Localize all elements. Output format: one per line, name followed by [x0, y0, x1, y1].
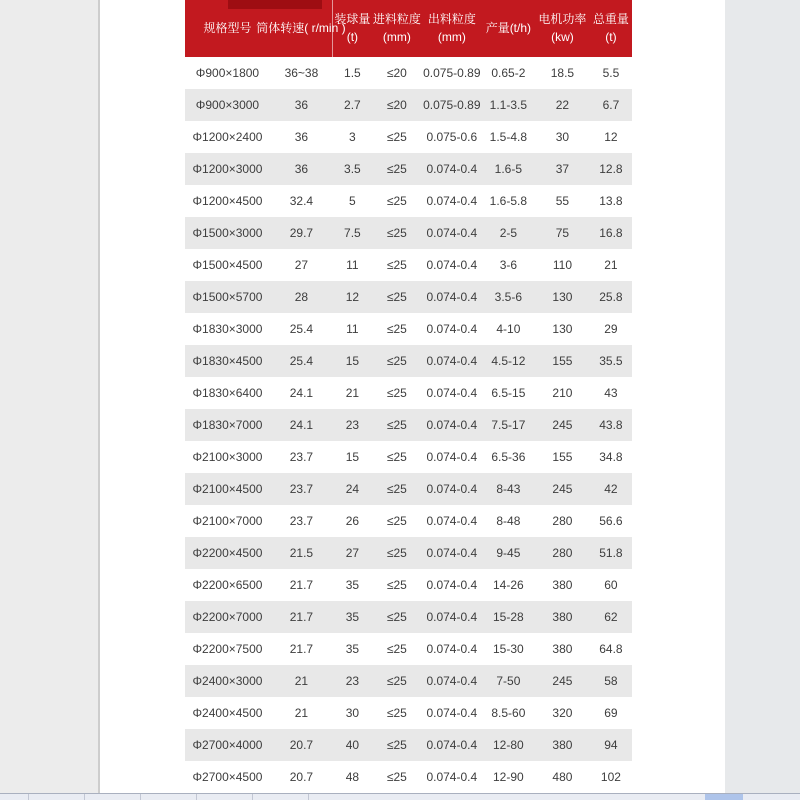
table-cell: 5 — [349, 194, 356, 208]
table-cell: 13.8 — [599, 194, 623, 208]
header-title: 装球量 — [334, 12, 371, 26]
table-cell: Φ2400×4500 — [192, 706, 263, 720]
table-cell: ≤25 — [386, 770, 407, 784]
table-cell: 8.5-60 — [491, 706, 526, 720]
table-cell: 51.8 — [599, 546, 623, 560]
table-cell: 29.7 — [289, 226, 314, 240]
header-cell — [590, 0, 632, 57]
scrollbar-separator — [308, 794, 309, 800]
table-cell: 0.074-0.4 — [426, 418, 478, 432]
table-cell: 1.5 — [344, 66, 361, 80]
table-cell: 15-30 — [493, 642, 524, 656]
table-cell: 36 — [294, 130, 309, 144]
table-row — [185, 153, 632, 185]
table-cell: 11 — [346, 322, 359, 336]
table-cell: 12-90 — [493, 770, 524, 784]
table-cell: 15 — [345, 450, 360, 464]
table-cell: 34.8 — [599, 450, 623, 464]
table-cell: 0.074-0.4 — [426, 642, 478, 656]
table-cell: 0.074-0.4 — [426, 706, 478, 720]
table-row — [185, 249, 632, 281]
table-cell: Φ2200×7500 — [192, 642, 263, 656]
table-cell: 26 — [345, 514, 360, 528]
table-cell: ≤25 — [386, 738, 407, 752]
table-row — [185, 281, 632, 313]
table-cell: 62 — [604, 610, 618, 624]
table-row — [185, 89, 632, 121]
table-row — [185, 217, 632, 249]
table-cell: 40 — [345, 738, 360, 752]
scrollbar-thumb[interactable] — [705, 794, 743, 800]
table-cell: 380 — [552, 610, 573, 624]
table-cell: 28 — [294, 290, 309, 304]
table-cell: 380 — [552, 642, 573, 656]
table-cell: ≤25 — [386, 130, 407, 144]
table-cell: 155 — [552, 354, 573, 368]
table-cell: 4-10 — [496, 322, 521, 336]
table-cell: ≤25 — [386, 322, 407, 336]
table-cell: 5.5 — [602, 66, 620, 80]
table-cell: 23 — [345, 674, 360, 688]
table-row — [185, 537, 632, 569]
header-cell — [535, 0, 590, 57]
table-cell: 21.7 — [289, 610, 314, 624]
table-cell: 36 — [294, 162, 309, 176]
table-cell: 12.8 — [599, 162, 623, 176]
table-cell: 1.6-5.8 — [489, 194, 528, 208]
table-cell: 0.074-0.4 — [426, 322, 478, 336]
header-tab-remnant — [228, 0, 322, 9]
table-cell: ≤25 — [386, 386, 407, 400]
table-cell: 6.5-15 — [491, 386, 526, 400]
table-cell: 35 — [345, 578, 360, 592]
table-cell: 18.5 — [550, 66, 575, 80]
table-cell: 30 — [345, 706, 360, 720]
table-cell: 0.074-0.4 — [426, 450, 478, 464]
table-cell: 23 — [345, 418, 360, 432]
header-title: 总重量 — [592, 12, 629, 26]
table-cell: 12 — [345, 290, 360, 304]
table-cell: 102 — [600, 770, 621, 784]
table-cell: 20.7 — [289, 738, 314, 752]
header-unit: (t) — [346, 30, 359, 44]
table-cell: 1.5-4.8 — [489, 130, 528, 144]
table-row — [185, 473, 632, 505]
table-cell: 35.5 — [599, 354, 623, 368]
table-cell: 30 — [555, 130, 570, 144]
table-cell: ≤25 — [386, 610, 407, 624]
header-cell — [372, 0, 422, 57]
header-title: 出料粒度 — [427, 12, 476, 26]
table-cell: 15 — [345, 354, 360, 368]
table-cell: 11 — [346, 258, 359, 272]
header-title: 规格型号 — [203, 21, 252, 35]
table-cell: 21.7 — [289, 578, 314, 592]
table-cell: ≤20 — [386, 66, 407, 80]
table-cell: 56.6 — [599, 514, 623, 528]
document-page — [100, 0, 725, 793]
table-cell: 21.5 — [289, 546, 314, 560]
table-cell: 0.074-0.4 — [426, 162, 478, 176]
table-cell: 48 — [345, 770, 360, 784]
table-cell: 0.074-0.4 — [426, 290, 478, 304]
table-cell: 0.074-0.4 — [426, 258, 478, 272]
table-cell: 0.074-0.4 — [426, 674, 478, 688]
table-cell: 1.1-3.5 — [489, 98, 528, 112]
table-cell: 16.8 — [599, 226, 623, 240]
table-cell: Φ2700×4000 — [192, 738, 263, 752]
table-cell: ≤25 — [386, 290, 407, 304]
table-cell: 43.8 — [599, 418, 623, 432]
table-cell: 15-28 — [493, 610, 524, 624]
table-row — [185, 697, 632, 729]
table-cell: 21 — [294, 674, 309, 688]
table-cell: 3.5-6 — [494, 290, 523, 304]
table-cell: 0.075-0.89 — [423, 66, 481, 80]
table-cell: 21.7 — [289, 642, 314, 656]
table-row — [185, 761, 632, 793]
header-unit: (mm) — [382, 30, 411, 44]
table-cell: 8-43 — [496, 482, 521, 496]
table-cell: ≤25 — [386, 706, 407, 720]
table-cell: 155 — [552, 450, 573, 464]
header-cell — [422, 0, 482, 57]
table-cell: 245 — [552, 482, 573, 496]
table-row — [185, 569, 632, 601]
table-cell: 0.074-0.4 — [426, 514, 478, 528]
table-cell: 24.1 — [289, 386, 314, 400]
table-cell: 2-5 — [499, 226, 518, 240]
horizontal-scrollbar[interactable] — [0, 793, 800, 800]
table-cell: 380 — [552, 578, 573, 592]
table-cell: ≤25 — [386, 162, 407, 176]
table-cell: 25.4 — [289, 322, 314, 336]
table-cell: 21 — [604, 258, 618, 272]
table-cell: 245 — [552, 418, 573, 432]
table-cell: 23.7 — [289, 450, 314, 464]
table-cell: 6.5-36 — [491, 450, 526, 464]
table-cell: 380 — [552, 738, 573, 752]
table-cell: 0.074-0.4 — [426, 482, 478, 496]
table-cell: 130 — [552, 290, 573, 304]
table-cell: 27 — [345, 546, 360, 560]
table-cell: 0.075-0.6 — [426, 130, 478, 144]
table-cell: 0.65-2 — [491, 66, 526, 80]
table-row — [185, 377, 632, 409]
table-cell: 245 — [552, 674, 573, 688]
table-cell: 58 — [604, 674, 618, 688]
table-cell: 7.5 — [344, 226, 361, 240]
scrollbar-separator — [84, 794, 85, 800]
scrollbar-separator — [140, 794, 141, 800]
table-row — [185, 505, 632, 537]
table-cell: Φ2400×3000 — [192, 674, 263, 688]
table-row — [185, 345, 632, 377]
table-row — [185, 409, 632, 441]
table-cell: ≤25 — [386, 642, 407, 656]
table-cell: ≤25 — [386, 194, 407, 208]
table-cell: 0.074-0.4 — [426, 770, 478, 784]
table-cell: Φ900×3000 — [195, 98, 260, 112]
scrollbar-separator — [28, 794, 29, 800]
scrollbar-separator — [252, 794, 253, 800]
table-cell: 3 — [349, 130, 356, 144]
table-cell: Φ2200×7000 — [192, 610, 263, 624]
table-cell: 480 — [552, 770, 573, 784]
header-cell — [482, 0, 535, 57]
header-cell — [333, 0, 372, 57]
table-cell: 280 — [552, 546, 573, 560]
table-cell: 7.5-17 — [491, 418, 526, 432]
table-row — [185, 313, 632, 345]
right-gutter — [725, 0, 800, 793]
spec-table — [185, 0, 632, 793]
table-cell: ≤25 — [386, 546, 407, 560]
table-cell: Φ1200×3000 — [192, 162, 263, 176]
table-cell: 37 — [555, 162, 570, 176]
table-cell: 25.8 — [599, 290, 623, 304]
table-cell: 22 — [555, 98, 570, 112]
table-row — [185, 185, 632, 217]
table-cell: 0.074-0.4 — [426, 738, 478, 752]
table-cell: 2.7 — [344, 98, 361, 112]
table-cell: 25.4 — [289, 354, 314, 368]
table-cell: 3.5 — [344, 162, 361, 176]
table-cell: 55 — [555, 194, 570, 208]
table-cell: 21 — [345, 386, 360, 400]
table-cell: 64.8 — [599, 642, 623, 656]
left-gutter — [0, 0, 100, 793]
table-cell: 320 — [552, 706, 573, 720]
table-cell: 0.074-0.4 — [426, 546, 478, 560]
table-cell: 3-6 — [499, 258, 518, 272]
table-cell: 110 — [552, 258, 572, 272]
table-row — [185, 665, 632, 697]
table-cell: ≤25 — [386, 226, 407, 240]
header-unit: (mm) — [437, 30, 466, 44]
header-unit: (t) — [605, 30, 617, 44]
table-cell: 35 — [345, 642, 360, 656]
table-cell: 32.4 — [289, 194, 314, 208]
table-cell: 20.7 — [289, 770, 314, 784]
table-cell: Φ900×1800 — [195, 66, 260, 80]
table-cell: 60 — [604, 578, 618, 592]
table-cell: Φ1500×5700 — [192, 290, 263, 304]
table-cell: 69 — [604, 706, 618, 720]
table-cell: 210 — [552, 386, 573, 400]
header-unit: (kw) — [551, 30, 574, 44]
table-cell: 23.7 — [289, 514, 314, 528]
table-cell: Φ2100×7000 — [192, 514, 263, 528]
header-title: 进料粒度 — [372, 12, 421, 26]
table-cell: ≤25 — [386, 578, 407, 592]
table-cell: 280 — [552, 514, 573, 528]
table-cell: ≤25 — [386, 354, 407, 368]
table-cell: 4.5-12 — [491, 354, 526, 368]
table-cell: 21 — [294, 706, 309, 720]
table-cell: ≤20 — [386, 98, 407, 112]
table-cell: Φ2700×4500 — [192, 770, 263, 784]
table-cell: Φ1830×4500 — [192, 354, 263, 368]
table-row — [185, 121, 632, 153]
table-cell: 42 — [604, 482, 618, 496]
table-cell: 75 — [555, 226, 570, 240]
table-cell: 43 — [604, 386, 618, 400]
header-title: 产量(t/h) — [485, 21, 532, 35]
header-title: 电机功率 — [538, 12, 587, 26]
table-cell: 24 — [345, 482, 360, 496]
table-cell: 29 — [604, 322, 618, 336]
table-cell: 1.6-5 — [494, 162, 523, 176]
table-cell: 14-26 — [493, 578, 524, 592]
table-cell: Φ2100×4500 — [192, 482, 263, 496]
table-cell: ≤25 — [386, 674, 407, 688]
table-cell: 27 — [294, 258, 309, 272]
table-body — [185, 57, 632, 793]
table-cell: 8-48 — [496, 514, 521, 528]
table-cell: Φ1500×4500 — [192, 258, 263, 272]
table-cell: 0.074-0.4 — [426, 386, 478, 400]
table-row — [185, 601, 632, 633]
table-cell: Φ1500×3000 — [192, 226, 263, 240]
table-cell: 24.1 — [289, 418, 314, 432]
table-cell: 35 — [345, 610, 360, 624]
scrollbar-separator — [196, 794, 197, 800]
table-cell: 0.074-0.4 — [426, 354, 478, 368]
table-cell: Φ1830×3000 — [192, 322, 263, 336]
table-cell: 6.7 — [602, 98, 620, 112]
table-cell: 36 — [294, 98, 309, 112]
table-cell: 12-80 — [493, 738, 524, 752]
table-cell: Φ1830×7000 — [192, 418, 263, 432]
table-cell: 0.074-0.4 — [426, 610, 478, 624]
table-cell: 0.075-0.89 — [423, 98, 481, 112]
table-row — [185, 57, 632, 89]
table-cell: 130 — [552, 322, 573, 336]
table-cell: ≤25 — [386, 514, 407, 528]
header-title: 筒体转速( r/min ) — [256, 21, 346, 35]
table-cell: Φ2100×3000 — [192, 450, 263, 464]
table-cell: Φ1200×4500 — [192, 194, 263, 208]
table-cell: Φ2200×6500 — [192, 578, 263, 592]
table-cell: Φ1200×2400 — [192, 130, 263, 144]
table-cell: Φ1830×6400 — [192, 386, 263, 400]
table-header-row — [185, 0, 632, 57]
table-row — [185, 441, 632, 473]
table-cell: ≤25 — [386, 482, 407, 496]
table-cell: 9-45 — [496, 546, 521, 560]
table-cell: 0.074-0.4 — [426, 578, 478, 592]
table-row — [185, 729, 632, 761]
table-cell: 23.7 — [289, 482, 314, 496]
table-cell: ≤25 — [386, 258, 407, 272]
table-cell: 7-50 — [496, 674, 521, 688]
table-row — [185, 633, 632, 665]
table-cell: Φ2200×4500 — [192, 546, 263, 560]
table-cell: 36~38 — [284, 66, 319, 80]
table-cell: 94 — [604, 738, 618, 752]
table-cell: 0.074-0.4 — [426, 226, 478, 240]
table-cell: 12 — [604, 130, 618, 144]
table-cell: ≤25 — [386, 418, 407, 432]
table-cell: ≤25 — [386, 450, 407, 464]
table-cell: 0.074-0.4 — [426, 194, 478, 208]
